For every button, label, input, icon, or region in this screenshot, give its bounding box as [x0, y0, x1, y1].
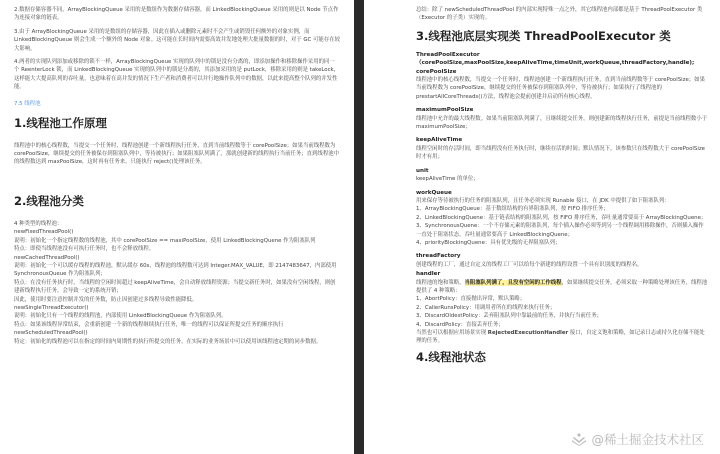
closing-text-before: 当然也可以根据应用场景实现	[416, 330, 488, 336]
workqueue-item: 2、LinkedBlockingQuene：基于链表结构的阻塞队列，按 FIFO 排序任务，吞吐量通常要高于 ArrayBlockingQuene；	[416, 214, 707, 221]
types-line: 特定：初始化的线程池可以在指定的时间内周期性的执行所提交的任务，在实际的业务场景中可以使用该线程池定期的同步数据。	[14, 338, 322, 345]
param-max-label: maximumPoolSize	[416, 107, 474, 114]
workqueue-item: 3、SynchronousQuene：一个不存储元素的阻塞队列，每个插入操作必须等到另一个线程调用移除操作，否则插入操作一直处于阻塞状态，吞吐量通常要高于 LinkedBlockingQuene；	[416, 223, 704, 238]
watermark-text: @稀土掘金技术社区	[591, 432, 704, 447]
heading-pool-state-partial: 4.线程池状态	[416, 349, 486, 364]
types-line: 特点：在没有任务执行时，当线程的空闲时间超过 keepAliveTime，会自动释放线程资源；当提交新任务时，如果没有空闲线程，则创建新线程执行任务，会导致一定的系统开销；	[14, 279, 336, 295]
param-handler-text	[416, 279, 708, 296]
section-number: 7.5 线程池	[14, 100, 41, 107]
param-threadfactory-text: 创建线程的工厂，通过自定义的线程工厂可以给每个新建的线程设置一个具有识别度的线程名。	[416, 261, 643, 268]
intro-paragraph-3: 3.由于 ArrayBlockingQueue 采用的是数组的存储容器，因此在插入或删除元素时不会产生或销毁任何额外的对象实例，而 LinkedBlockingQueue 则会生成一个额外的 Node 对象。这可能在长时间内需要高效并发地处理大批量数据的时，对于 GC 可能存在较大影响。	[14, 28, 340, 52]
summary-paragraph: 总结：除了 newScheduledThreadPool 的内部实现特殊一点之外，其它线程池内部都是基于 ThreadPoolExecutor 类（Executor 的子类）实现的。	[416, 7, 703, 22]
principle-paragraph: 线程池中的核心线程数，当提交一个任务时，线程池创建一个新线程执行任务，直到当前线程数等于 corePoolSize；如果当前线程数为 corePoolSize，继续提交的任务被保存到阻塞队列中，等待被执行；如果阻塞队列满了，那就创建新的线程执行当前任务；直到线程池中的线程数达到 maxPoolSize，这时再有任务来，只能执行 reject()处理该任务。	[14, 142, 339, 166]
handler-item: 4、DiscardPolicy：直接丢弃任务；	[416, 321, 504, 328]
types-line: 特点：即使当线程池没有可执行任务时，也不会释放线程。	[14, 246, 155, 253]
workqueue-item: 4、priorityBlockingQuene：具有优先级的无界阻塞队列；	[416, 239, 561, 246]
param-keepalive-label: keepAliveTime	[416, 137, 463, 144]
param-core-text: 线程池中的核心线程数，当提交一个任务时，线程池创建一个新线程执行任务，直到当前线程数等于 corePoolSize；如果当前线程数为 corePoolSize，继续提交的任务被保存到阻塞队列中，等待被执行；如果执行了线程池的 prestartAllCoreThreads()方法，线程池会提前创建并启动所有核心线程。	[416, 77, 705, 100]
heading-thread-pool-executor: 3.线程池底层实现类 ThreadPoolExecutor 类	[416, 28, 671, 43]
pool-types-list	[14, 220, 340, 346]
document-page-left	[0, 0, 354, 454]
closing-bold: RejectedExecutionHandler	[487, 330, 569, 336]
types-line: newSingleThreadExecutor()	[14, 304, 89, 311]
param-handler-label: handler	[416, 271, 441, 278]
workqueue-item: 1、ArrayBlockingQueue：基于数组结构的有界阻塞队列，按 FIFO 排序任务；	[416, 206, 609, 213]
param-unit-text: keepAliveTime 的单位；	[416, 176, 479, 183]
closing-text-after: 接口，自定义饱和策略，如记录日志或持久化存储不能处理的任务。	[416, 330, 705, 345]
param-max-text: 线程池中允许的最大线程数。如果当前阻塞队列满了，且继续提交任务，则创建新的线程执行任务，前提是当前线程数小于 maximumPoolSize；	[416, 115, 708, 131]
handler-item: 3、DiscardOldestPolicy：丢弃阻塞队列中靠最前的任务，并执行当前任务；	[416, 313, 602, 320]
heading-pool-principle: 1.线程池工作原理	[14, 115, 107, 130]
juejin-logo-icon	[572, 432, 586, 446]
handler-item: 2、CallerRunsPolicy：用调用者所在的线程来执行任务；	[416, 304, 556, 311]
handler-text-after: ，如果继续提交任务，必须采取一种策略处理该任务，线程池提供了 4 种策略：	[416, 279, 708, 294]
param-core-label: corePoolSize	[416, 68, 457, 75]
param-threadfactory-label: threadFactory	[416, 253, 461, 260]
types-line: 说明：初始化一个可以缓存线程的线程池，默认缓存 60s，线程池的线程数可达到 Integer.MAX_VALUE，即 2147483647，内部使用 SynchronousQueue 作为阻塞队列；	[14, 262, 337, 278]
types-line: 说明：初始化一个指定线程数的线程池，其中 corePoolSize == maxiPoolSize，使用 LinkedBlockingQuene 作为阻塞队列	[14, 237, 316, 244]
constructor-signature: ThreadPoolExecutor（corePoolSize,maxPoolSize,keepAliveTime,timeUnit,workQueue,threadFactory,handle);	[416, 51, 695, 67]
types-line: newCachedThreadPool()	[14, 254, 80, 261]
types-line: 因此，使用时要注意控制并发的任务数，防止因创建过多线程导致性能降低。	[14, 296, 198, 303]
types-line: 特点：如果该线程异常结束，会重新创建一个新的线程继续执行任务，唯一的线程可以保证所提交任务的顺序执行	[14, 321, 284, 328]
watermark	[572, 430, 704, 448]
handler-text-before: 线程池的饱和策略，	[416, 279, 465, 286]
document-page-right	[364, 0, 720, 454]
param-workqueue-label: workQueue	[416, 189, 452, 196]
param-unit-label: unit	[416, 167, 429, 174]
types-line: 4 种类型的线程池：	[14, 220, 63, 227]
handler-highlight: 当阻塞队列满了，且没有空闲的工作线程	[464, 279, 562, 286]
param-keepalive-text: 线程空闲时的存活时间，即当线程没有任务执行时，继续存活的时间；默认情况下，该参数只在线程数大于 corePoolSize 时才有用；	[416, 145, 705, 161]
types-line: newScheduledThreadPool()	[14, 330, 88, 337]
types-line: 说明：初始化只有一个线程的线程池，内部使用 LinkedBlockingQueue 作为阻塞队列。	[14, 313, 227, 320]
handler-item: 1、AbortPolicy：直接抛出异常，默认策略；	[416, 296, 526, 303]
param-workqueue-text: 用来保存等待被执行的任务的阻塞队列，且任务必须实现 Runable 接口，在 JDK 中提供了如下阻塞队列：	[416, 197, 670, 204]
intro-paragraph-4: 4.两者的实现队列添加或移除的锁不一样，ArrayBlockingQueue 实现的队列中的锁是没有分离的，即添加操作和移除操作采用的同一个 ReenterLock 锁，而 LinkedBlockingQueue 实现的队列中的锁是分离的，其添加采用的是 putLock，移除采用的则是 takeLock，这样能大大提高队列的吞吐量，也意味着在高并发的情况下生产者和消费者可以并行地操作队列中的数据，以此来提高整个队列的并发性能。	[14, 59, 340, 91]
heading-pool-types: 2.线程池分类	[14, 193, 84, 208]
intro-paragraph-2: 2.数据存储容器不同，ArrayBlockingQueue 采用的是数组作为数据存储容器，而 LinkedBlockingQueue 采用的则是以 Node 节点作为连接对象的链表。	[14, 7, 339, 22]
types-line: newFixedThreadPool()	[14, 229, 74, 236]
closing-paragraph	[416, 329, 708, 346]
